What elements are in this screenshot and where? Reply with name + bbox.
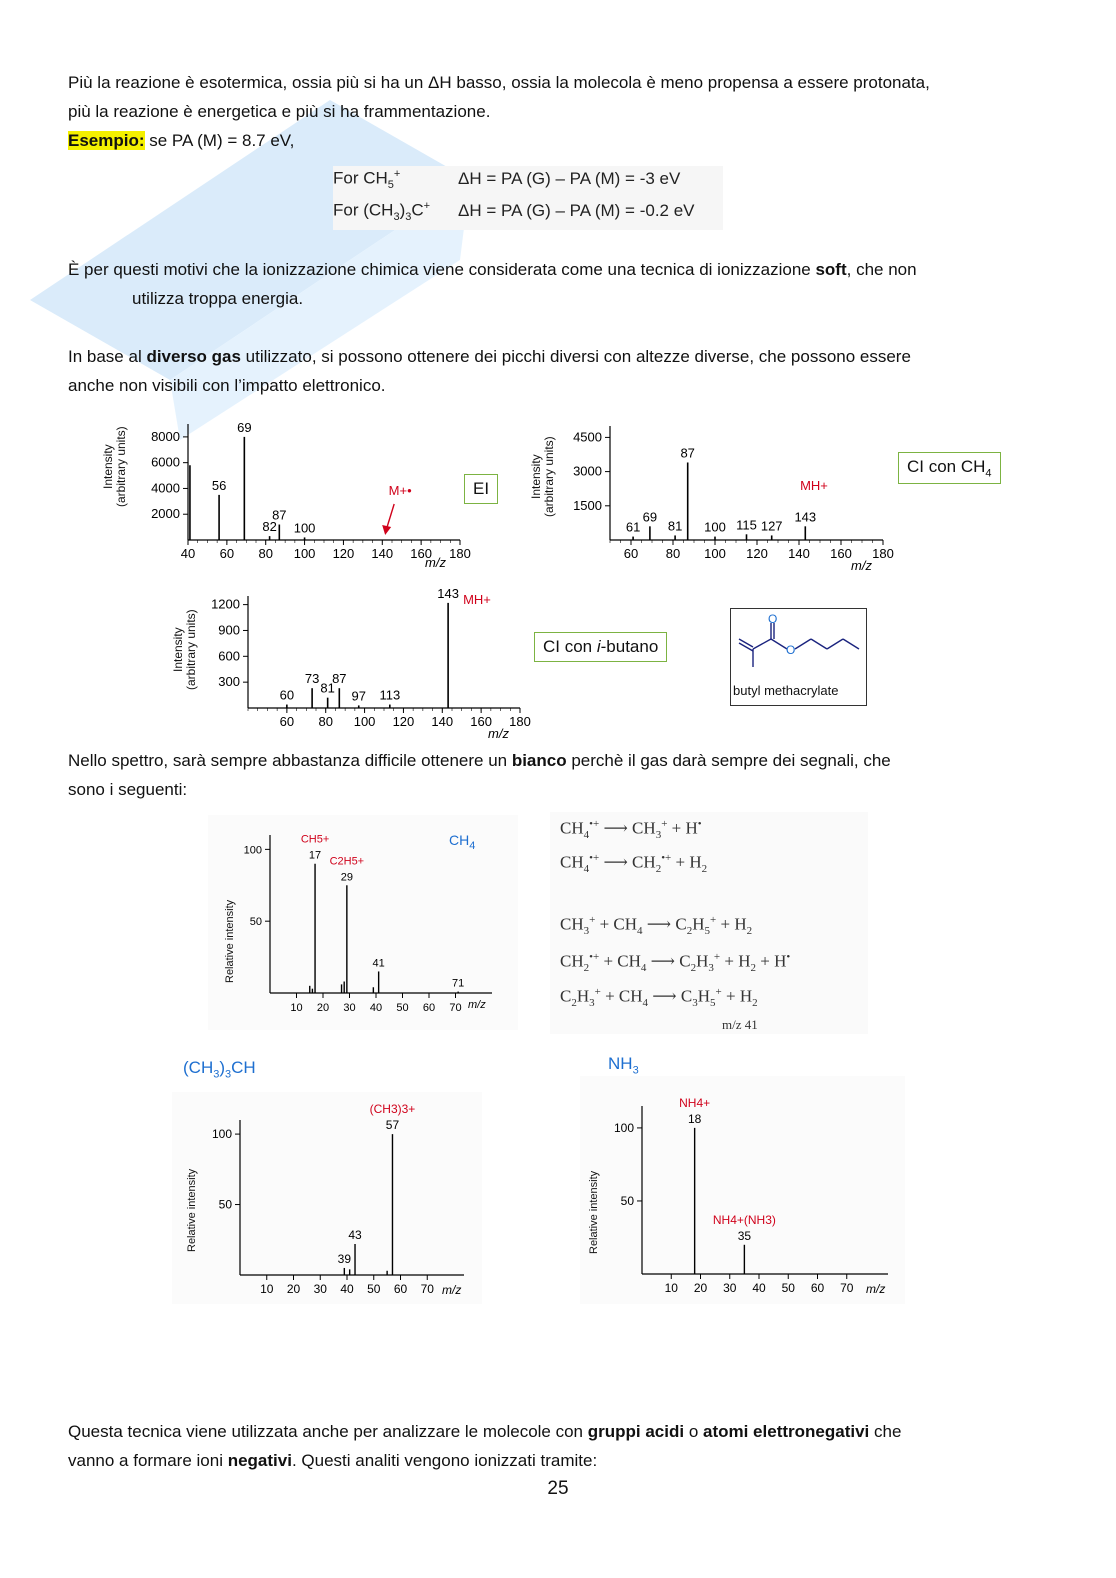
isobutane_reagent-peak-label: 39 [337, 1251, 352, 1266]
nh3-reagent-title: $NH_3$ [608, 1054, 639, 1077]
ei-label [464, 474, 498, 504]
ci_isobutane-peak-label: 87 [332, 671, 347, 687]
ei-ytick-label: 4000 [151, 480, 180, 496]
ci_isobutane-xtick-label: 160 [470, 714, 492, 729]
esempio-text: se PA (M) = 8.7 eV, [144, 131, 295, 150]
ch4_reagent-ytick-label: 50 [249, 916, 262, 929]
ci_ch4-x-label: m/z [851, 558, 872, 573]
ci_ch4-peak-label: 100 [704, 519, 726, 535]
ci_ch4-peak-label: 61 [625, 519, 641, 535]
ci_ch4-xtick-label: 140 [788, 546, 810, 561]
ei-xtick-label: 180 [449, 546, 471, 561]
isobutane_reagent-xtick-label: 70 [420, 1282, 434, 1296]
isobutane-reagent-title: $(CH_3)_3CH$ [183, 1058, 256, 1081]
ci-ch4-mh-label: MH+ [800, 478, 828, 493]
neg-bold-2: atomi elettronegativi [703, 1422, 870, 1441]
equation-4: $CH_2^{•+} + CH_4$ ⟶ $C_2H_3^+ + H_2 + H^•$ [560, 951, 791, 975]
ei-peak-label: 87 [272, 507, 287, 523]
ci_isobutane-ytick-label: 1200 [211, 596, 240, 612]
ci-iso-ylabel-2: (arbitrary units) [184, 609, 198, 690]
ci_isobutane-xtick-label: 80 [318, 714, 333, 729]
isobutane_reagent-xtick-label: 30 [313, 1282, 327, 1296]
nh3_reagent-ytick-label: 100 [613, 1120, 634, 1135]
soft-bold: soft [815, 260, 847, 279]
ci_ch4-ytick-label: 4500 [573, 429, 602, 445]
nh3_reagent-xtick-label: 10 [664, 1281, 678, 1295]
calc-row1-expr: ΔH = PA (G) – PA (M) = -3 eV [458, 168, 681, 188]
butyl-methacrylate-structure [730, 608, 867, 706]
ei-xtick-label: 80 [258, 546, 273, 561]
ci_isobutane-x-label: m/z [488, 726, 509, 741]
ch4_reagent-peak-label: 29 [340, 871, 353, 884]
ei-peak-label: 69 [237, 419, 252, 435]
ch4_reagent-xtick-label: 20 [316, 1002, 330, 1014]
nh3_reagent-ytick-label: 50 [620, 1193, 634, 1208]
ch4_reagent-ytick-label: 100 [243, 844, 262, 857]
equation-1: $CH_4^{•+}$ ⟶ $CH_3^+ + H^•$ [560, 818, 702, 842]
isobutane_reagent-xtick-label: 60 [393, 1282, 408, 1296]
isobutane_reagent-peak-label: 43 [348, 1228, 362, 1242]
ci_ch4-xtick-label: 60 [623, 546, 639, 561]
isobutane-reagent-plot [172, 1092, 482, 1304]
ei-xtick-label: 100 [293, 546, 316, 561]
calc-row2-expr: ΔH = PA (G) – PA (M) = -0.2 eV [458, 200, 695, 220]
page-number: 25 [547, 1478, 569, 1499]
nh3_reagent-xtick-label: 20 [693, 1281, 708, 1295]
ei-arrow-head [382, 525, 391, 535]
ci_ch4-peak-label: 127 [760, 518, 783, 534]
neg-pre: Questa tecnica viene utilizzata anche per analizzare le molecole con [68, 1422, 588, 1441]
ci_isobutane-peak-label: 73 [304, 671, 320, 687]
butyl-label: butyl methacrylate [733, 683, 839, 698]
ch4_reagent-xtick-label: 70 [449, 1002, 462, 1014]
equation-3: $CH_3^+ + CH_4$ ⟶ $C_2H_5^+ + H_2$ [560, 914, 753, 938]
isobutane_reagent-ytick-label: 100 [211, 1127, 232, 1142]
nh3_reagent-xtick-label: 30 [723, 1281, 737, 1295]
ci_isobutane-xtick-label: 120 [392, 714, 415, 729]
ci_isobutane-ytick-label: 600 [218, 648, 240, 664]
ch4_reagent-xtick-label: 10 [290, 1002, 303, 1014]
ei-ytick-label: 2000 [151, 506, 180, 522]
svg-text:O: O [768, 612, 778, 626]
ci_isobutane-xtick-label: 100 [353, 714, 376, 729]
intro-line-2: più la reazione è energetica e più si ha frammentazione. [68, 102, 491, 121]
nh3_reagent-peak-label: 35 [737, 1228, 752, 1243]
nh3_reagent-peak-label: 18 [687, 1111, 702, 1126]
calc-row1-species: For $CH_5^+$ [333, 168, 401, 192]
negative-ions-paragraph [68, 1417, 1048, 1475]
ei-plot [100, 412, 500, 572]
gas-paragraph [68, 342, 1048, 400]
ch4_reagent-ion-label: C2H5+ [329, 855, 365, 868]
soft-line-2: utilizza troppa energia. [132, 289, 304, 308]
ci_isobutane-peak-label: 81 [320, 680, 335, 696]
nh3_reagent-xtick-label: 60 [810, 1281, 825, 1295]
isobutane_reagent-xtick-label: 20 [286, 1282, 301, 1296]
ci_isobutane-xtick-label: 140 [431, 714, 454, 729]
neg-post: che [869, 1422, 902, 1441]
esempio-label: Esempio: [68, 131, 145, 150]
ci_isobutane-peak-label: 60 [279, 687, 295, 703]
ei-spectrum [100, 412, 500, 572]
ci-ch4-ylabel-1: Intensity [529, 454, 543, 500]
ei-ylabel-1: Intensity [101, 444, 115, 490]
ci_ch4-xtick-label: 160 [830, 546, 852, 561]
svg-text:O: O [786, 643, 796, 657]
ci_ch4-peak-label: 69 [642, 509, 658, 525]
ch4_reagent-xtick-label: 30 [343, 1002, 356, 1014]
ci_ch4-peak-label: 115 [736, 517, 757, 533]
ei-label-text: EI [473, 479, 490, 498]
ci_ch4-xtick-label: 100 [704, 546, 726, 561]
delta-h-calculation [333, 166, 723, 230]
isobutane_reagent-xtick-label: 10 [260, 1282, 274, 1296]
molecule-icon [731, 609, 866, 684]
ci-iso-post: -butano [600, 637, 659, 656]
ci_ch4-xtick-label: 80 [665, 546, 681, 561]
blank-line-2: sono i seguenti: [68, 780, 188, 799]
ei-peak-label: 56 [211, 477, 227, 493]
isobutane_reagent-x-label: m/z [442, 1283, 462, 1297]
ci_isobutane-xtick-label: 180 [509, 714, 531, 729]
ch4-ylabel: Relative intensity [224, 899, 236, 983]
ci-iso-ylabel-1: Intensity [171, 627, 185, 673]
neg-mid: o [684, 1422, 703, 1441]
neg-bold-3: negativi [227, 1451, 292, 1470]
ei-peak-label: 100 [293, 520, 316, 536]
blank-pre: Nello spettro, sarà sempre abbastanza difficile ottenere un [68, 751, 512, 770]
ci_ch4-peak-label: 87 [680, 445, 695, 461]
ci_isobutane-ytick-label: 300 [218, 674, 240, 690]
ei-x-label: m/z [425, 555, 446, 570]
neg-line2-post: . Questi analiti vengono ionizzati tramite: [291, 1451, 598, 1470]
ci_isobutane-xtick-label: 60 [279, 714, 295, 729]
blank-post: perchè il gas darà sempre dei segnali, che [566, 751, 891, 770]
nh3_reagent-ion-label: NH4+ [679, 1095, 711, 1110]
ci-isobutane-spectrum [170, 582, 540, 742]
nh3-reagent-spectrum [580, 1076, 905, 1304]
soft-paragraph [68, 255, 1048, 313]
ci_ch4-peak-label: 81 [667, 518, 683, 534]
intro-line-1: Più la reazione è esotermica, ossia più si ha un ΔH basso, ossia la molecola è meno propensa a essere protonata, [68, 73, 930, 92]
gas-line-2: anche non visibili con l’impatto elettronico. [68, 376, 386, 395]
soft-pre: È per questi motivi che la ionizzazione chimica viene considerata come una tecnica di ionizzazione [68, 260, 816, 279]
ci-ch4-plot [526, 412, 926, 577]
calc-row2-species: For $(CH_3)_3C^+$ [333, 200, 431, 224]
ei-ytick-label: 8000 [151, 428, 180, 444]
ci_ch4-peak-label: 143 [794, 509, 817, 525]
ei-peak-label: 82 [262, 519, 277, 535]
ci-ch4-label: CI con $CH_4$ [898, 452, 1001, 484]
nh3-reagent-plot [580, 1076, 905, 1304]
neg-bold-1: gruppi acidi [587, 1422, 685, 1441]
ei-xtick-label: 140 [371, 546, 394, 561]
ch4-reagent-spectrum [208, 815, 518, 1030]
ch4_reagent-xtick-label: 50 [396, 1002, 409, 1014]
ci_isobutane-ytick-label: 900 [218, 622, 240, 638]
blank-bold: bianco [511, 751, 567, 770]
soft-post: , che non [846, 260, 917, 279]
ci_isobutane-peak-label: 143 [437, 585, 459, 601]
nh3_reagent-xtick-label: 50 [781, 1281, 795, 1295]
ei-ytick-label: 6000 [151, 454, 180, 470]
ci-iso-pre: CI con [543, 637, 597, 656]
ch4_reagent-peak-label: 17 [308, 849, 322, 862]
ci_isobutane-peak-label: 113 [379, 687, 401, 703]
isobutane_reagent-xtick-label: 50 [367, 1282, 381, 1296]
nh3_reagent-x-label: m/z [866, 1282, 886, 1296]
nh3_reagent-xtick-label: 40 [752, 1281, 766, 1295]
ci-iso-i: i [596, 637, 601, 656]
equation-2: $CH_4^{•+}$ ⟶ $CH_2^{•+} + H_2$ [560, 852, 708, 876]
isobutane_reagent-peak-label: 57 [385, 1118, 400, 1133]
isobutane_reagent-xtick-label: 40 [340, 1282, 354, 1296]
ch4_reagent-peak-label: 41 [372, 957, 385, 970]
blank-paragraph [68, 746, 1048, 804]
gas-post: utilizzato, si possono ottenere dei picchi diversi con altezze diverse, che possono essere [240, 347, 911, 366]
ci_ch4-xtick-label: 180 [872, 546, 894, 561]
ei-molecular-ion-label: M+• [388, 483, 412, 498]
ch4_reagent-xtick-label: 40 [369, 1002, 383, 1014]
ei-xtick-label: 60 [219, 546, 235, 561]
ch4_reagent-xtick-label: 60 [422, 1002, 436, 1014]
gas-pre: In base al [68, 347, 147, 366]
gas-bold: diverso gas [146, 347, 241, 366]
ch4_reagent-peak-label: 71 [452, 977, 465, 990]
ci-ch4-ylabel-2: (arbitrary units) [542, 436, 556, 517]
nh3_reagent-ion-label: NH4+(NH3) [712, 1212, 776, 1227]
ch4_reagent-x-label: m/z [468, 999, 486, 1011]
isobutane-ylabel: Relative intensity [186, 1168, 198, 1252]
ch4_reagent-ion-label: CH5+ [300, 833, 330, 846]
equation-5: $C_2H_3^+ + CH_4$ ⟶ $C_3H_5^+ + H_2$ [560, 986, 758, 1010]
ci-isobutane-label [534, 632, 667, 662]
ci-iso-mh-label: MH+ [463, 592, 491, 607]
ei-xtick-label: 160 [410, 546, 432, 561]
ci-isobutane-plot [170, 582, 540, 742]
ci_isobutane-peak-label: 97 [351, 688, 366, 704]
ci-ch4-spectrum [526, 412, 926, 577]
ci_ch4-xtick-label: 120 [746, 546, 768, 561]
nh3_reagent-xtick-label: 70 [840, 1281, 854, 1295]
ei-xtick-label: 40 [180, 546, 196, 561]
isobutane_reagent-ion-label: (CH3)3+ [369, 1102, 416, 1117]
equation-note: m/z 41 [722, 1017, 758, 1032]
ei-molecular-ion-arrow [386, 504, 394, 530]
ci_ch4-ytick-label: 1500 [573, 497, 602, 513]
intro-paragraph [68, 68, 1048, 155]
ch4-reagent-title: $CH_4$ [449, 832, 476, 852]
neg-line2-pre: vanno a formare ioni [68, 1451, 228, 1470]
ci_ch4-ytick-label: 3000 [573, 463, 602, 479]
ei-ylabel-2: (arbitrary units) [114, 426, 128, 507]
ei-xtick-label: 120 [332, 546, 355, 561]
nh3-ylabel: Relative intensity [588, 1170, 600, 1254]
isobutane-reagent-spectrum [172, 1092, 482, 1304]
isobutane_reagent-ytick-label: 50 [218, 1197, 232, 1212]
